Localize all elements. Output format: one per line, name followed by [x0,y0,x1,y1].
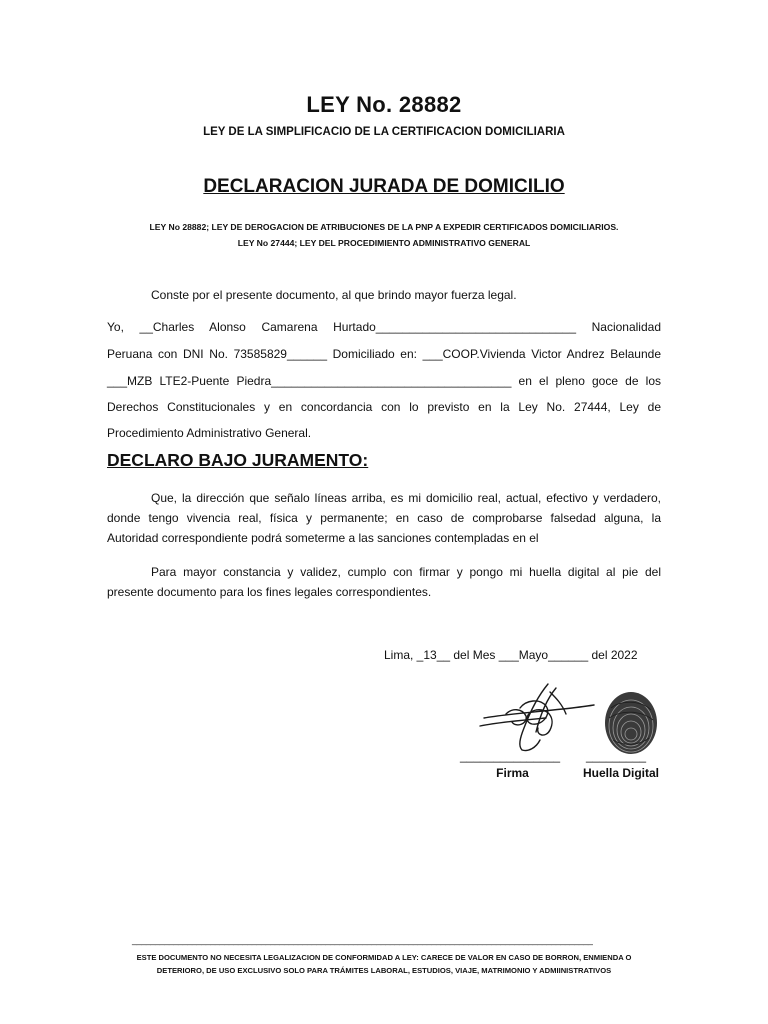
signature-label: Firma [496,766,529,780]
law-reference-27444: LEY No 27444; LEY DEL PROCEDIMIENTO ADMINISTRATIVO GENERAL [237,238,531,248]
law-subtitle: LEY DE LA SIMPLIFICACIO DE LA CERTIFICACION DOMICILIARIA [203,126,565,138]
constancy-paragraph [107,562,661,602]
footer-rule: ____________________________________________________________________________________________________ [132,935,593,945]
document-title: DECLARACION JURADA DE DOMICILIO [203,176,565,197]
paragraph-line: Para mayor constancia y validez, cumplo con firmar y pongo mi huella digital al pie del [151,565,661,579]
declaro-heading: DECLARO BAJO JURAMENTO: [107,450,369,470]
paragraph-line: donde tengo vivencia real, física y permanente; en caso de comprobarse falsedad alguna, la [107,511,661,525]
date-line: Lima, _13__ del Mes ___Mayo______ del 2022 [384,648,638,662]
paragraph-line: Autoridad correspondiente podrá someterme a las sanciones contempladas en el [107,531,539,545]
declarant-line: Yo, __Charles Alonso Camarena Hurtado______________________________ Nacionalidad [107,320,661,334]
declarant-line: Peruana con DNI No. 73585829______ Domiciliado en: ___COOP.Vivienda Victor Andrez Belaunde [107,347,661,361]
handwritten-signature [476,678,598,754]
fingerprint-image [601,688,661,758]
fingerprint-underline: _________ [586,749,647,763]
law-reference-28882: LEY No 28882; LEY DE DEROGACION DE ATRIBUCIONES DE LA PNP A EXPEDIR CERTIFICADOS DOMICILIARIOS. [149,222,619,232]
declarant-line: Derechos Constitucionales y en concordancia con lo previsto en la Ley No. 27444, Ley de [107,400,661,414]
declarant-line: ___MZB LTE2-Puente Piedra____________________________________ en el pleno goce de los [107,374,661,388]
paragraph-line: presente documento para los fines legales correspondientes. [107,585,432,599]
paragraph-line: Que, la dirección que señalo líneas arriba, es mi domicilio real, actual, efectivo y verdadero, [151,491,661,505]
footer-notice-line: DETERIORO, DE USO EXCLUSIVO SOLO PARA TRÁMITES LABORAL, ESTUDIOS, VIAJE, MATRIMONIO Y ADMIINISTRATIVOS [156,966,612,975]
declarant-line: Procedimiento Administrativo General. [107,426,312,440]
intro-statement: Conste por el presente documento, al que brindo mayor fuerza legal. [151,288,517,302]
declaration-paragraph [107,488,661,548]
fingerprint-label: Huella Digital [583,766,660,780]
footer-notice-line: ESTE DOCUMENTO NO NECESITA LEGALIZACION DE CONFORMIDAD A LEY: CARECE DE VALOR EN CASO DE BORRON, ENMIENDA O [136,953,632,962]
signature-underline: _______________ [460,749,561,763]
law-title: LEY No. 28882 [306,92,462,117]
